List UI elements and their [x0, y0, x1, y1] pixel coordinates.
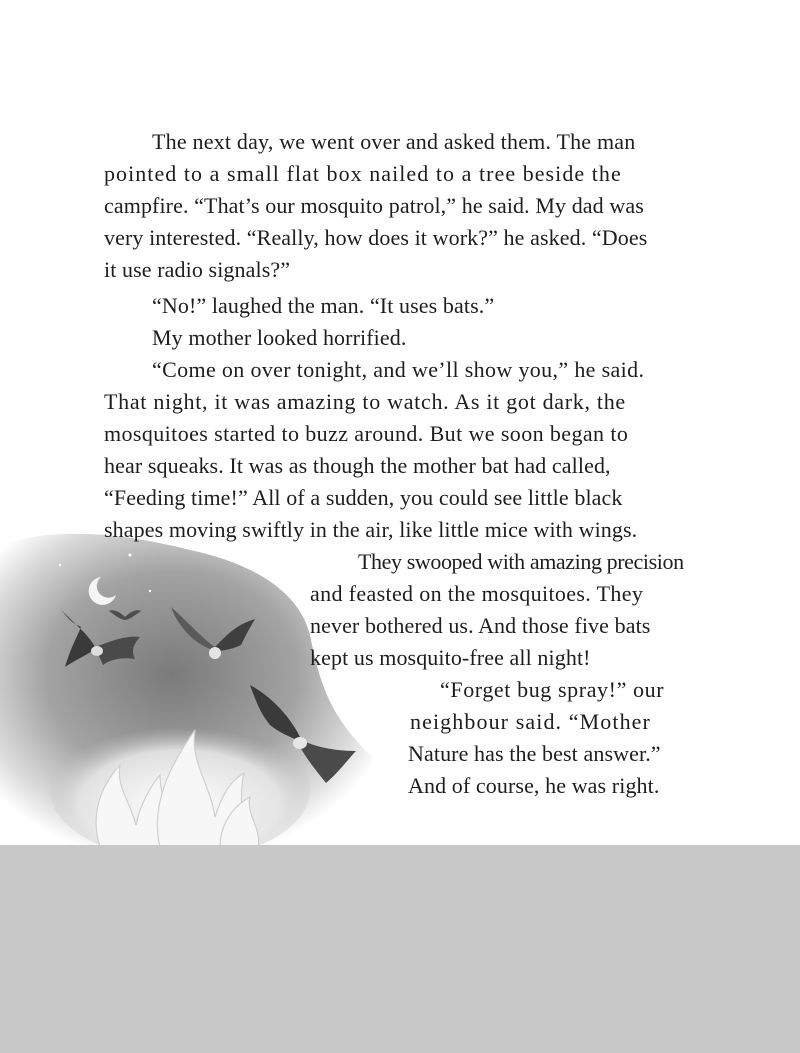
- story-line: “Come on over tonight, and we’ll show you,” he said.: [152, 357, 645, 382]
- story-line: campfire. “That’s our mosquito patrol,” he said. My dad was: [104, 193, 644, 218]
- story-line: The next day, we went over and asked them. The man: [152, 129, 636, 154]
- story-line: very interested. “Really, how does it work?” he asked. “Does: [104, 225, 648, 250]
- story-line: it use radio signals?”: [104, 257, 291, 282]
- bats-campfire-illustration: [0, 525, 390, 847]
- bottom-gray-band: [0, 845, 800, 1053]
- story-line: Nature has the best answer.”: [408, 741, 661, 766]
- story-line: My mother looked horrified.: [152, 325, 407, 350]
- story-line: kept us mosquito-free all night!: [310, 645, 591, 670]
- story-line: “Forget bug spray!” our: [440, 677, 665, 702]
- story-line: neighbour said. “Mother: [410, 709, 651, 734]
- story-line: They swooped with amazing precision: [358, 549, 684, 574]
- story-line: and feasted on the mosquitoes. They: [310, 581, 644, 606]
- story-line: “Feeding time!” All of a sudden, you could see little black: [104, 485, 623, 510]
- story-line: shapes moving swiftly in the air, like little mice with wings.: [104, 517, 638, 542]
- story-line: mosquitoes started to buzz around. But we soon began to: [104, 421, 629, 446]
- story-line: pointed to a small flat box nailed to a tree beside the: [104, 161, 622, 186]
- story-line: hear squeaks. It was as though the mother bat had called,: [104, 453, 611, 478]
- story-line: And of course, he was right.: [408, 773, 660, 798]
- story-line: never bothered us. And those five bats: [310, 613, 651, 638]
- story-line: “No!” laughed the man. “It uses bats.”: [152, 293, 495, 318]
- story-line: That night, it was amazing to watch. As it got dark, the: [104, 389, 626, 414]
